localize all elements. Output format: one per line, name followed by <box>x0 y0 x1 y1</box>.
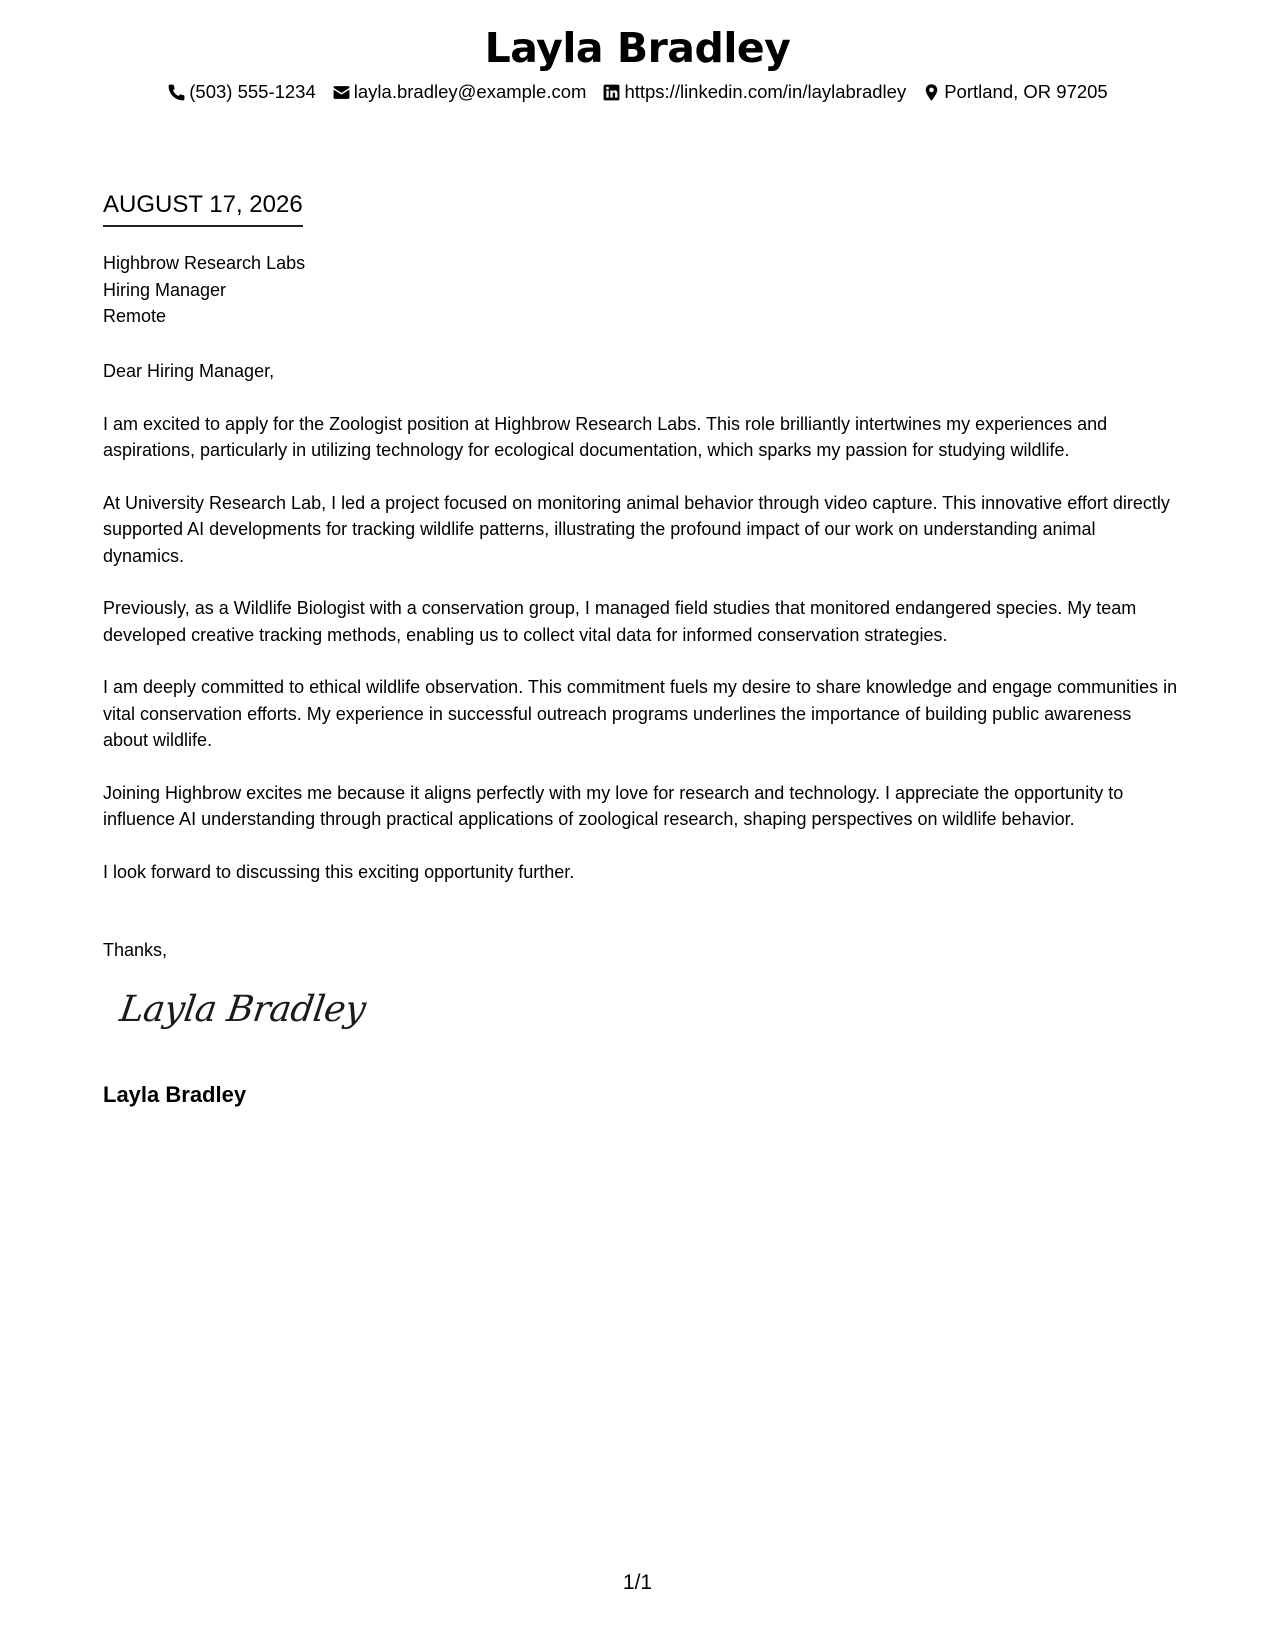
contact-bar <box>0 80 1275 104</box>
applicant-name-header: Layla Bradley <box>484 24 791 72</box>
handwritten-signature: Layla Bradley <box>117 989 368 1030</box>
body-paragraph: Previously, as a Wildlife Biologist with a conservation group, I managed field studies that monitored endangered species. My team developed creative tracking methods, enabling us to collect vital data for informed conservation strategies. <box>103 598 1137 645</box>
signer-name: Layla Bradley <box>103 1082 247 1107</box>
envelope-icon <box>332 83 351 102</box>
salutation: Dear Hiring Manager, <box>103 361 275 381</box>
contact-linkedin <box>602 80 906 104</box>
recipient-location: Remote <box>103 306 167 326</box>
body-paragraph: I look forward to discussing this exciting opportunity further. <box>103 861 575 882</box>
contact-location <box>922 80 1108 104</box>
body-paragraph: I am excited to apply for the Zoologist position at Highbrow Research Labs. This role brilliantly intertwines my experiences and aspirations, particularly in utilizing technology for ecological documentation, which sparks my passion for studying wildlife. <box>103 413 1108 460</box>
letter-body <box>103 358 1178 911</box>
letter-date: AUGUST 17, 2026 <box>103 190 303 227</box>
recipient-company: Highbrow Research Labs <box>103 253 306 273</box>
location-text: Portland, OR 97205 <box>944 81 1108 102</box>
page-number: 1/1 <box>622 1571 653 1594</box>
closing: Thanks, <box>103 940 168 960</box>
body-paragraph: At University Research Lab, I led a project focused on monitoring animal behavior through video capture. This innovative effort directly supported AI developments for tracking wildlife patterns, illustrating the profound impact of our work on understanding animal dynamics. <box>103 492 1170 566</box>
linkedin-text: https://linkedin.com/in/laylabradley <box>624 81 907 102</box>
contact-phone <box>167 80 316 104</box>
contact-email <box>332 80 587 104</box>
recipient-block <box>103 250 305 330</box>
phone-icon <box>167 83 186 102</box>
phone-text: (503) 555-1234 <box>189 81 316 102</box>
body-paragraph: Joining Highbrow excites me because it aligns perfectly with my love for research and technology. I appreciate the opportunity to influence AI understanding through practical applications of zoological research, shaping perspectives on wildlife behavior. <box>103 782 1124 829</box>
map-pin-icon <box>922 83 941 102</box>
body-paragraph: I am deeply committed to ethical wildlife observation. This commitment fuels my desire to share knowledge and engage communities in vital conservation efforts. My experience in successful outreach programs underlines the importance of building public awareness about wildlife. <box>103 677 1178 750</box>
email-text: layla.bradley@example.com <box>353 81 587 102</box>
linkedin-icon <box>602 83 621 102</box>
recipient-title: Hiring Manager <box>103 279 227 300</box>
